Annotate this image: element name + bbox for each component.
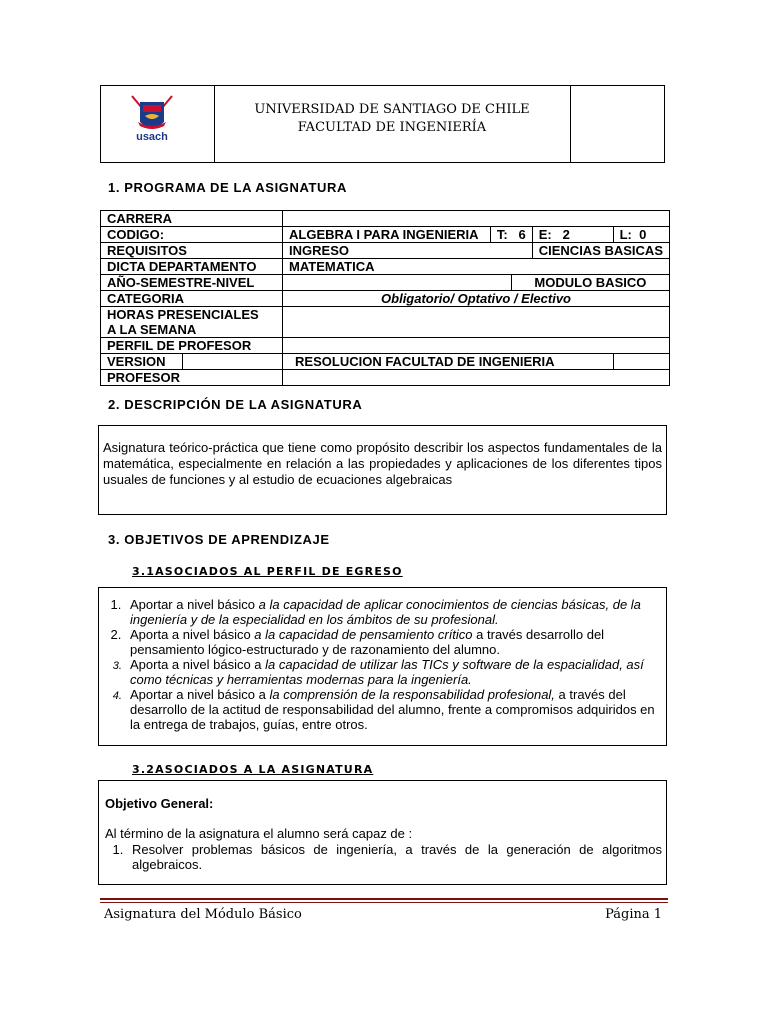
description-text: Asignatura teórico-práctica que tiene como propósito describir los aspectos fundamentales de la matemática, especialmente en relación a las propiedades y aplicaciones de los diferentes tipos usuales de funciones y al estudio de ecuaciones algebraicas <box>103 440 662 487</box>
nivel-value <box>283 275 512 291</box>
version-value <box>183 354 282 369</box>
section-3-title: 3. OBJETIVOS DE APRENDIZAJE <box>108 532 330 547</box>
t-value: 6 <box>518 227 526 242</box>
horas-label-line2: A LA SEMANA <box>107 322 197 337</box>
table-row <box>101 275 670 291</box>
table-row <box>101 291 670 307</box>
general-objective-box <box>98 780 667 885</box>
footer-rule <box>100 898 668 900</box>
table-row <box>101 211 670 227</box>
objective-1-emphasis: a la capacidad de aplicar conocimientos de ciencias básicas, de la ingeniería y de la especialidad en los ámbitos de su profesional. <box>130 597 641 627</box>
e-hours <box>532 227 613 243</box>
list-item <box>125 687 662 732</box>
requisitos-label: REQUISITOS <box>101 243 283 259</box>
t-hours <box>490 227 532 243</box>
objective-3-emphasis: la capacidad de utilizar las TICs y software de la espacialidad, así como técnicas y herramientas modernas para la ingeniería. <box>130 657 644 687</box>
table-row <box>101 227 670 243</box>
objective-1-text: Aportar a nivel básico <box>130 597 259 612</box>
requisitos-area: CIENCIAS BASICAS <box>532 243 669 259</box>
table-row <box>101 338 670 354</box>
description-box <box>98 425 667 515</box>
subsection-3-2-title: 3.2ASOCIADOS A LA ASIGNATURA <box>132 763 374 776</box>
list-item <box>125 597 662 627</box>
table-row <box>101 243 670 259</box>
departamento-value: MATEMATICA <box>283 259 670 275</box>
codigo-label: CODIGO: <box>101 227 283 243</box>
section-2-title: 2. DESCRIPCIÓN DE LA ASIGNATURA <box>108 397 363 412</box>
version-row <box>101 354 283 370</box>
perfil-value <box>283 338 670 354</box>
departamento-label: DICTA DEPARTAMENTO <box>101 259 283 275</box>
objective-2-emphasis: a la capacidad de pensamiento crítico <box>254 627 473 642</box>
general-objective-title: Objetivo General: <box>105 796 214 811</box>
categoria-value: Obligatorio/ Optativo / Electivo <box>283 291 670 307</box>
profesor-value <box>283 370 670 386</box>
page-number: Página 1 <box>605 907 662 922</box>
t-label: T: <box>496 227 508 242</box>
resolucion-value: RESOLUCION FACULTAD DE INGENIERIA <box>283 354 614 370</box>
footer-left: Asignatura del Módulo Básico <box>104 907 302 922</box>
e-value: 2 <box>562 227 570 242</box>
general-objective-list <box>105 842 662 872</box>
objective-4-rest: a través del desarrollo de la actitud de responsabilidad del alumno, frente a compromisos adquiridos en la entrega de trabajos, guías, entre otros. <box>130 687 655 732</box>
profesor-label: PROFESOR <box>101 370 283 386</box>
objective-4-text: Aportar a nivel básico a <box>130 687 270 702</box>
objectives-list <box>103 597 662 732</box>
l-value: 0 <box>639 227 647 242</box>
objective-2-rest: a través desarrollo del pensamiento lógico-estructurado y de razonamiento del alumno. <box>130 627 605 657</box>
asignatura-name: ALGEBRA I PARA INGENIERIA <box>283 227 491 243</box>
horas-value <box>283 307 670 338</box>
table-row <box>101 354 670 370</box>
table-row <box>101 307 670 338</box>
objective-3-text: Aporta a nivel básico a <box>130 657 266 672</box>
perfil-label: PERFIL DE PROFESOR <box>101 338 283 354</box>
university-name: UNIVERSIDAD DE SANTIAGO DE CHILE <box>254 102 530 117</box>
modulo-value: MODULO BASICO <box>511 275 669 291</box>
subsection-3-1-title: 3.1ASOCIADOS AL PERFIL DE EGRESO <box>132 565 403 578</box>
horas-label-line1: HORAS PRESENCIALES <box>107 307 259 322</box>
list-item <box>125 657 662 687</box>
section-1-title: 1. PROGRAMA DE LA ASIGNATURA <box>108 180 348 195</box>
objective-4-emphasis: la comprensión de la responsabilidad profesional, <box>269 687 555 702</box>
footer-rule-thin <box>100 902 668 903</box>
carrera-value <box>283 211 670 227</box>
logo-text: usach <box>136 131 168 143</box>
requisitos-value: INGRESO <box>283 243 533 259</box>
resolucion-number <box>613 354 669 370</box>
objective-2-text: Aporta a nivel básico <box>130 627 255 642</box>
program-table <box>100 210 670 386</box>
l-label: L: <box>619 227 632 242</box>
table-row <box>101 370 670 386</box>
horas-label <box>101 307 283 338</box>
faculty-name: FACULTAD DE INGENIERÍA <box>297 120 487 135</box>
carrera-label: CARRERA <box>101 211 283 227</box>
table-row <box>101 259 670 275</box>
general-objective-intro: Al término de la asignatura el alumno será capaz de : <box>105 826 413 841</box>
objectives-box <box>98 587 667 746</box>
list-item: 1. Resolver problemas básicos de ingeniería, a través de la generación de algoritmos algebraicos. <box>127 842 662 872</box>
version-label: VERSION <box>101 354 183 369</box>
categoria-label: CATEGORIA <box>101 291 283 307</box>
e-label: E: <box>538 227 552 242</box>
l-hours <box>613 227 669 243</box>
list-item <box>125 627 662 657</box>
nivel-label: AÑO-SEMESTRE-NIVEL <box>101 275 283 291</box>
